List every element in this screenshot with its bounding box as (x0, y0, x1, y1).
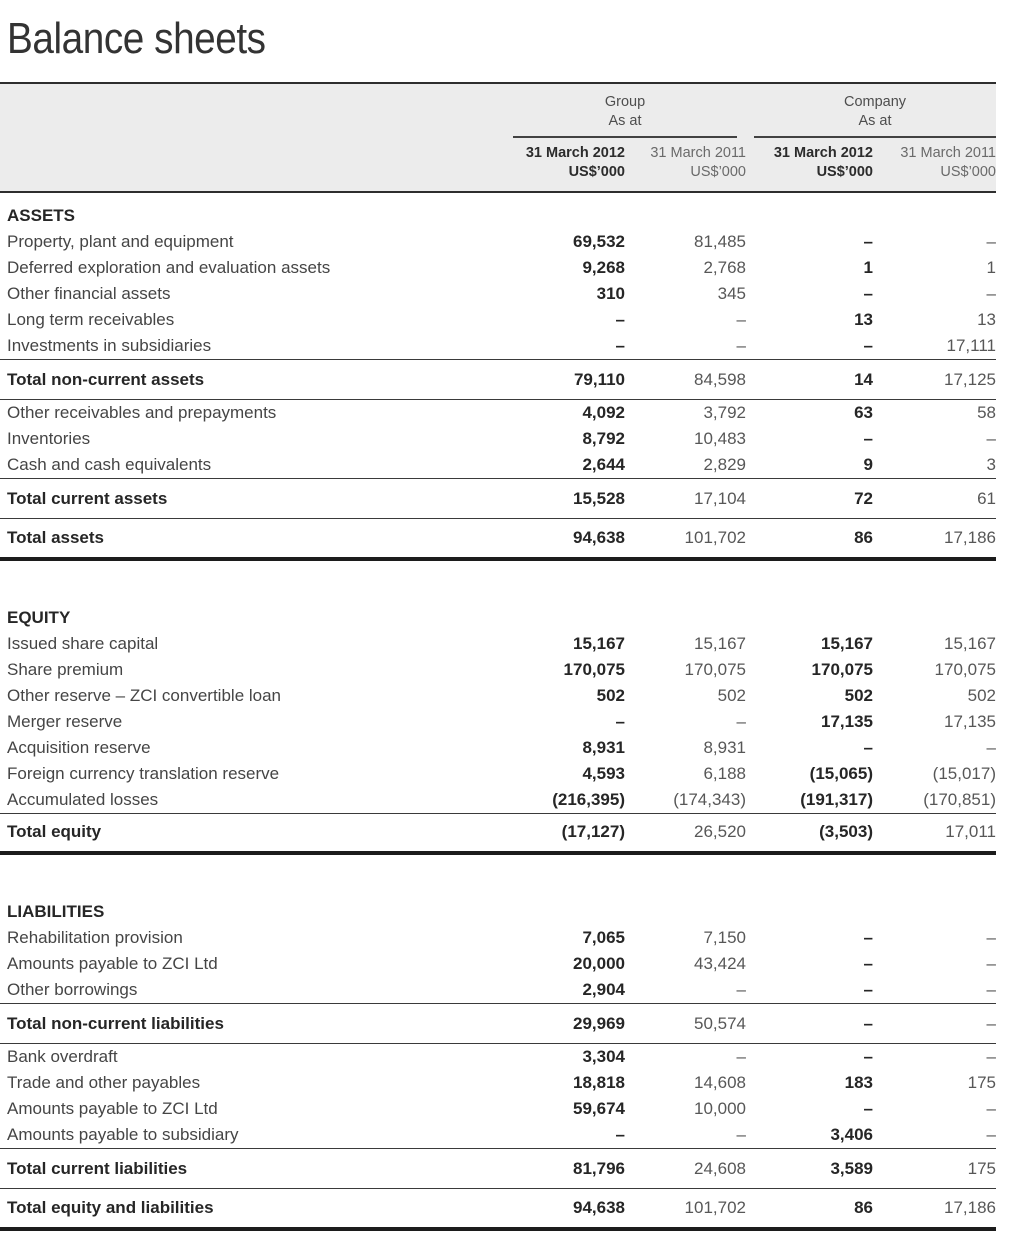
line-item-row (0, 400, 996, 427)
value-cell: 10,000 (694, 1099, 746, 1118)
balance-sheet-table (0, 82, 996, 1231)
row-label: Other reserve – ZCI convertible loan (7, 685, 282, 705)
value-cell: 72 (746, 479, 873, 519)
column-headers-row (0, 138, 996, 192)
value-cell: 2,904 (582, 980, 625, 999)
value-cell: 7,150 (703, 928, 746, 947)
row-label: Amounts payable to ZCI Ltd (7, 954, 218, 973)
row-label: Total current assets (0, 479, 513, 519)
value-cell: – (863, 980, 873, 999)
value-cell: 61 (873, 479, 996, 519)
line-item-row (0, 281, 996, 307)
total-row (0, 1149, 996, 1189)
value-cell (625, 889, 746, 925)
value-cell: 1 (986, 258, 996, 277)
value-cell: 58 (977, 403, 996, 422)
row-label: Issued share capital (7, 633, 159, 653)
value-cell: – (986, 954, 996, 973)
value-cell: – (863, 1099, 873, 1118)
value-cell: 94,638 (513, 519, 625, 559)
line-item-row (0, 1122, 996, 1149)
value-cell: 17,111 (946, 336, 996, 355)
page (0, 14, 1026, 1231)
value-cell: 2,768 (703, 258, 746, 277)
value-cell: 17,125 (873, 360, 996, 400)
value-cell: – (736, 711, 746, 731)
value-cell: 8,792 (582, 429, 625, 448)
value-cell: 26,520 (625, 813, 746, 853)
value-cell: 20,000 (573, 954, 625, 973)
value-cell: 15,167 (694, 633, 746, 653)
value-cell: 8,931 (582, 737, 625, 757)
value-cell: 170,075 (811, 659, 873, 679)
group-label: Group (604, 94, 646, 110)
value-cell: – (863, 336, 873, 355)
line-item-row (0, 683, 996, 709)
total-row (0, 1004, 996, 1044)
value-cell: – (615, 310, 625, 329)
value-cell: 502 (596, 685, 625, 705)
value-cell: – (863, 429, 873, 448)
line-item-row (0, 977, 996, 1004)
line-item-row (0, 951, 996, 977)
value-cell: 8,931 (703, 737, 746, 757)
value-cell: 17,104 (625, 479, 746, 519)
value-cell: – (986, 1125, 996, 1144)
value-cell: 183 (844, 1073, 873, 1092)
value-cell: (174,343) (673, 789, 746, 809)
column-header-group-2011: 31 March 2011 US$’000 (625, 138, 746, 192)
value-cell: 15,167 (573, 633, 625, 653)
value-cell: (15,065) (809, 763, 873, 783)
value-cell: – (863, 928, 873, 947)
value-cell: 81,485 (694, 232, 746, 251)
value-cell: 15,528 (513, 479, 625, 519)
value-cell: 3 (986, 455, 996, 474)
value-cell: 81,796 (513, 1149, 625, 1189)
value-cell: 101,702 (625, 519, 746, 559)
value-cell: 17,186 (873, 1189, 996, 1229)
total-row (0, 1189, 996, 1229)
table-body (0, 192, 996, 1229)
value-cell (513, 595, 625, 631)
value-cell: 101,702 (625, 1189, 746, 1229)
value-cell: 175 (967, 1073, 996, 1092)
row-label: Total non-current assets (0, 360, 513, 400)
row-label: Amounts payable to ZCI Ltd (7, 1099, 218, 1118)
line-item-row (0, 255, 996, 281)
section-header-row (0, 889, 996, 925)
value-cell: 10,483 (694, 429, 746, 448)
line-item-row (0, 426, 996, 452)
value-cell: (216,395) (552, 789, 625, 809)
row-label: Amounts payable to subsidiary (7, 1125, 239, 1144)
value-cell: 6,188 (703, 763, 746, 783)
value-cell: 24,608 (625, 1149, 746, 1189)
value-cell: 14 (746, 360, 873, 400)
row-label: Investments in subsidiaries (7, 336, 212, 355)
value-cell: 15,167 (944, 633, 996, 653)
value-cell: 170,075 (934, 659, 996, 679)
row-label: Acquisition reserve (7, 737, 151, 757)
value-cell: 86 (746, 1189, 873, 1229)
value-cell: – (736, 1047, 746, 1066)
row-label: ASSETS (7, 206, 76, 225)
value-cell: – (615, 1125, 625, 1144)
value-cell: 7,065 (582, 928, 625, 947)
value-cell: (191,317) (800, 789, 873, 809)
value-cell: 17,011 (873, 813, 996, 853)
section-header-row (0, 192, 996, 229)
value-cell (746, 595, 873, 631)
value-cell (873, 889, 996, 925)
value-cell: 3,792 (703, 403, 746, 422)
value-cell (625, 595, 746, 631)
table-header (0, 83, 996, 192)
line-item-row (0, 229, 996, 255)
value-cell: 310 (596, 284, 625, 303)
spacer-row (0, 853, 996, 889)
value-cell: 502 (967, 685, 996, 705)
value-cell: (17,127) (513, 813, 625, 853)
value-cell: – (863, 954, 873, 973)
value-cell: 13 (854, 310, 873, 329)
column-header-company-2011: 31 March 2011 US$’000 (873, 138, 996, 192)
section-header-row (0, 595, 996, 631)
value-cell: – (863, 284, 873, 303)
value-cell: – (873, 1004, 996, 1044)
value-cell: – (986, 232, 996, 251)
value-cell: – (746, 1004, 873, 1044)
header-spacer-cell (0, 83, 513, 138)
row-label: Total assets (0, 519, 513, 559)
spacer-row (0, 559, 996, 595)
value-cell: 502 (717, 685, 746, 705)
value-cell: 170,075 (563, 659, 625, 679)
row-label: Merger reserve (7, 711, 123, 731)
value-cell (513, 192, 625, 229)
group-columns-header (513, 83, 746, 138)
value-cell: 175 (873, 1149, 996, 1189)
line-item-row (0, 735, 996, 761)
value-cell: 14,608 (694, 1073, 746, 1092)
value-cell: – (986, 737, 996, 757)
value-cell: – (736, 980, 746, 999)
line-item-row (0, 657, 996, 683)
value-cell: – (736, 310, 746, 329)
header-spacer-cell (0, 138, 513, 192)
value-cell: (3,503) (746, 813, 873, 853)
value-cell: – (863, 737, 873, 757)
value-cell: 502 (844, 685, 873, 705)
value-cell: 170,075 (684, 659, 746, 679)
value-cell: – (736, 1125, 746, 1144)
line-item-row (0, 1044, 996, 1071)
value-cell: 29,969 (513, 1004, 625, 1044)
row-label: Total current liabilities (0, 1149, 513, 1189)
value-cell (513, 889, 625, 925)
value-cell: – (986, 1047, 996, 1066)
value-cell: – (863, 1047, 873, 1066)
row-label: Bank overdraft (7, 1047, 118, 1066)
column-header-company-2012: 31 March 2012 US$’000 (746, 138, 873, 192)
value-cell: 63 (854, 403, 873, 422)
value-cell: 50,574 (625, 1004, 746, 1044)
value-cell: – (615, 711, 625, 731)
value-cell: 345 (717, 284, 746, 303)
row-label: Rehabilitation provision (7, 928, 183, 947)
row-label: Total equity (0, 813, 513, 853)
column-header-group-2012: 31 March 2012 US$’000 (513, 138, 625, 192)
line-item-row (0, 1070, 996, 1096)
row-label: Share premium (7, 659, 124, 679)
company-label: Company (843, 94, 907, 110)
page-title: Balance sheets (7, 14, 266, 63)
value-cell (746, 889, 873, 925)
value-cell: 17,186 (873, 519, 996, 559)
line-item-row (0, 1096, 996, 1122)
total-row (0, 479, 996, 519)
row-label: Other financial assets (7, 284, 171, 303)
row-label: Accumulated losses (7, 789, 159, 809)
spacer-cell (0, 559, 996, 595)
line-item-row (0, 452, 996, 479)
value-cell: 2,644 (582, 455, 625, 474)
row-label: Foreign currency translation reserve (7, 763, 280, 783)
value-cell: – (986, 1099, 996, 1118)
value-cell (625, 192, 746, 229)
spacer-cell (0, 853, 996, 889)
value-cell: 84,598 (625, 360, 746, 400)
value-cell: (15,017) (932, 763, 996, 783)
row-label: Total equity and liabilities (0, 1189, 513, 1229)
value-cell: (170,851) (923, 789, 996, 809)
row-label: Inventories (7, 429, 91, 448)
value-cell: – (986, 928, 996, 947)
company-columns-header (746, 83, 996, 138)
total-row (0, 360, 996, 400)
row-label: Other borrowings (7, 980, 138, 999)
row-label: Total non-current liabilities (0, 1004, 513, 1044)
row-label: Trade and other payables (7, 1073, 201, 1092)
row-label: Long term receivables (7, 310, 175, 329)
value-cell: – (615, 336, 625, 355)
company-sublabel: As at (858, 113, 892, 129)
value-cell: – (986, 429, 996, 448)
value-cell (873, 192, 996, 229)
value-cell: 2,829 (703, 455, 746, 474)
group-sublabel: As at (608, 113, 642, 129)
row-label: Deferred exploration and evaluation assets (7, 258, 331, 277)
column-group-row (0, 83, 996, 138)
line-item-row (0, 333, 996, 360)
value-cell: 9 (863, 455, 873, 474)
value-cell: 17,135 (944, 711, 996, 731)
value-cell: 9,268 (582, 258, 625, 277)
row-label: Property, plant and equipment (7, 232, 234, 251)
value-cell: – (863, 232, 873, 251)
value-cell: 3,406 (830, 1125, 873, 1144)
value-cell (746, 192, 873, 229)
value-cell: – (986, 980, 996, 999)
value-cell: 4,092 (582, 403, 625, 422)
value-cell: 4,593 (582, 763, 625, 783)
value-cell: 17,135 (821, 711, 873, 731)
value-cell: 79,110 (513, 360, 625, 400)
value-cell: 86 (746, 519, 873, 559)
value-cell: 15,167 (821, 633, 873, 653)
value-cell: 59,674 (573, 1099, 625, 1118)
value-cell: 3,589 (746, 1149, 873, 1189)
row-label: Other receivables and prepayments (7, 403, 277, 422)
value-cell (873, 595, 996, 631)
value-cell: 69,532 (573, 232, 625, 251)
line-item-row (0, 925, 996, 951)
value-cell: 18,818 (573, 1073, 625, 1092)
value-cell: 94,638 (513, 1189, 625, 1229)
value-cell: – (986, 284, 996, 303)
row-label: Cash and cash equivalents (7, 455, 212, 474)
value-cell: 13 (977, 310, 996, 329)
total-row (0, 519, 996, 559)
value-cell: – (736, 336, 746, 355)
value-cell: 43,424 (694, 954, 746, 973)
value-cell: 1 (863, 258, 873, 277)
line-item-row (0, 709, 996, 735)
line-item-row (0, 307, 996, 333)
line-item-row (0, 631, 996, 657)
row-label: LIABILITIES (7, 902, 105, 921)
line-item-row (0, 761, 996, 787)
row-label: EQUITY (7, 607, 71, 627)
value-cell: 3,304 (582, 1047, 625, 1066)
total-row (0, 813, 996, 853)
line-item-row (0, 787, 996, 814)
